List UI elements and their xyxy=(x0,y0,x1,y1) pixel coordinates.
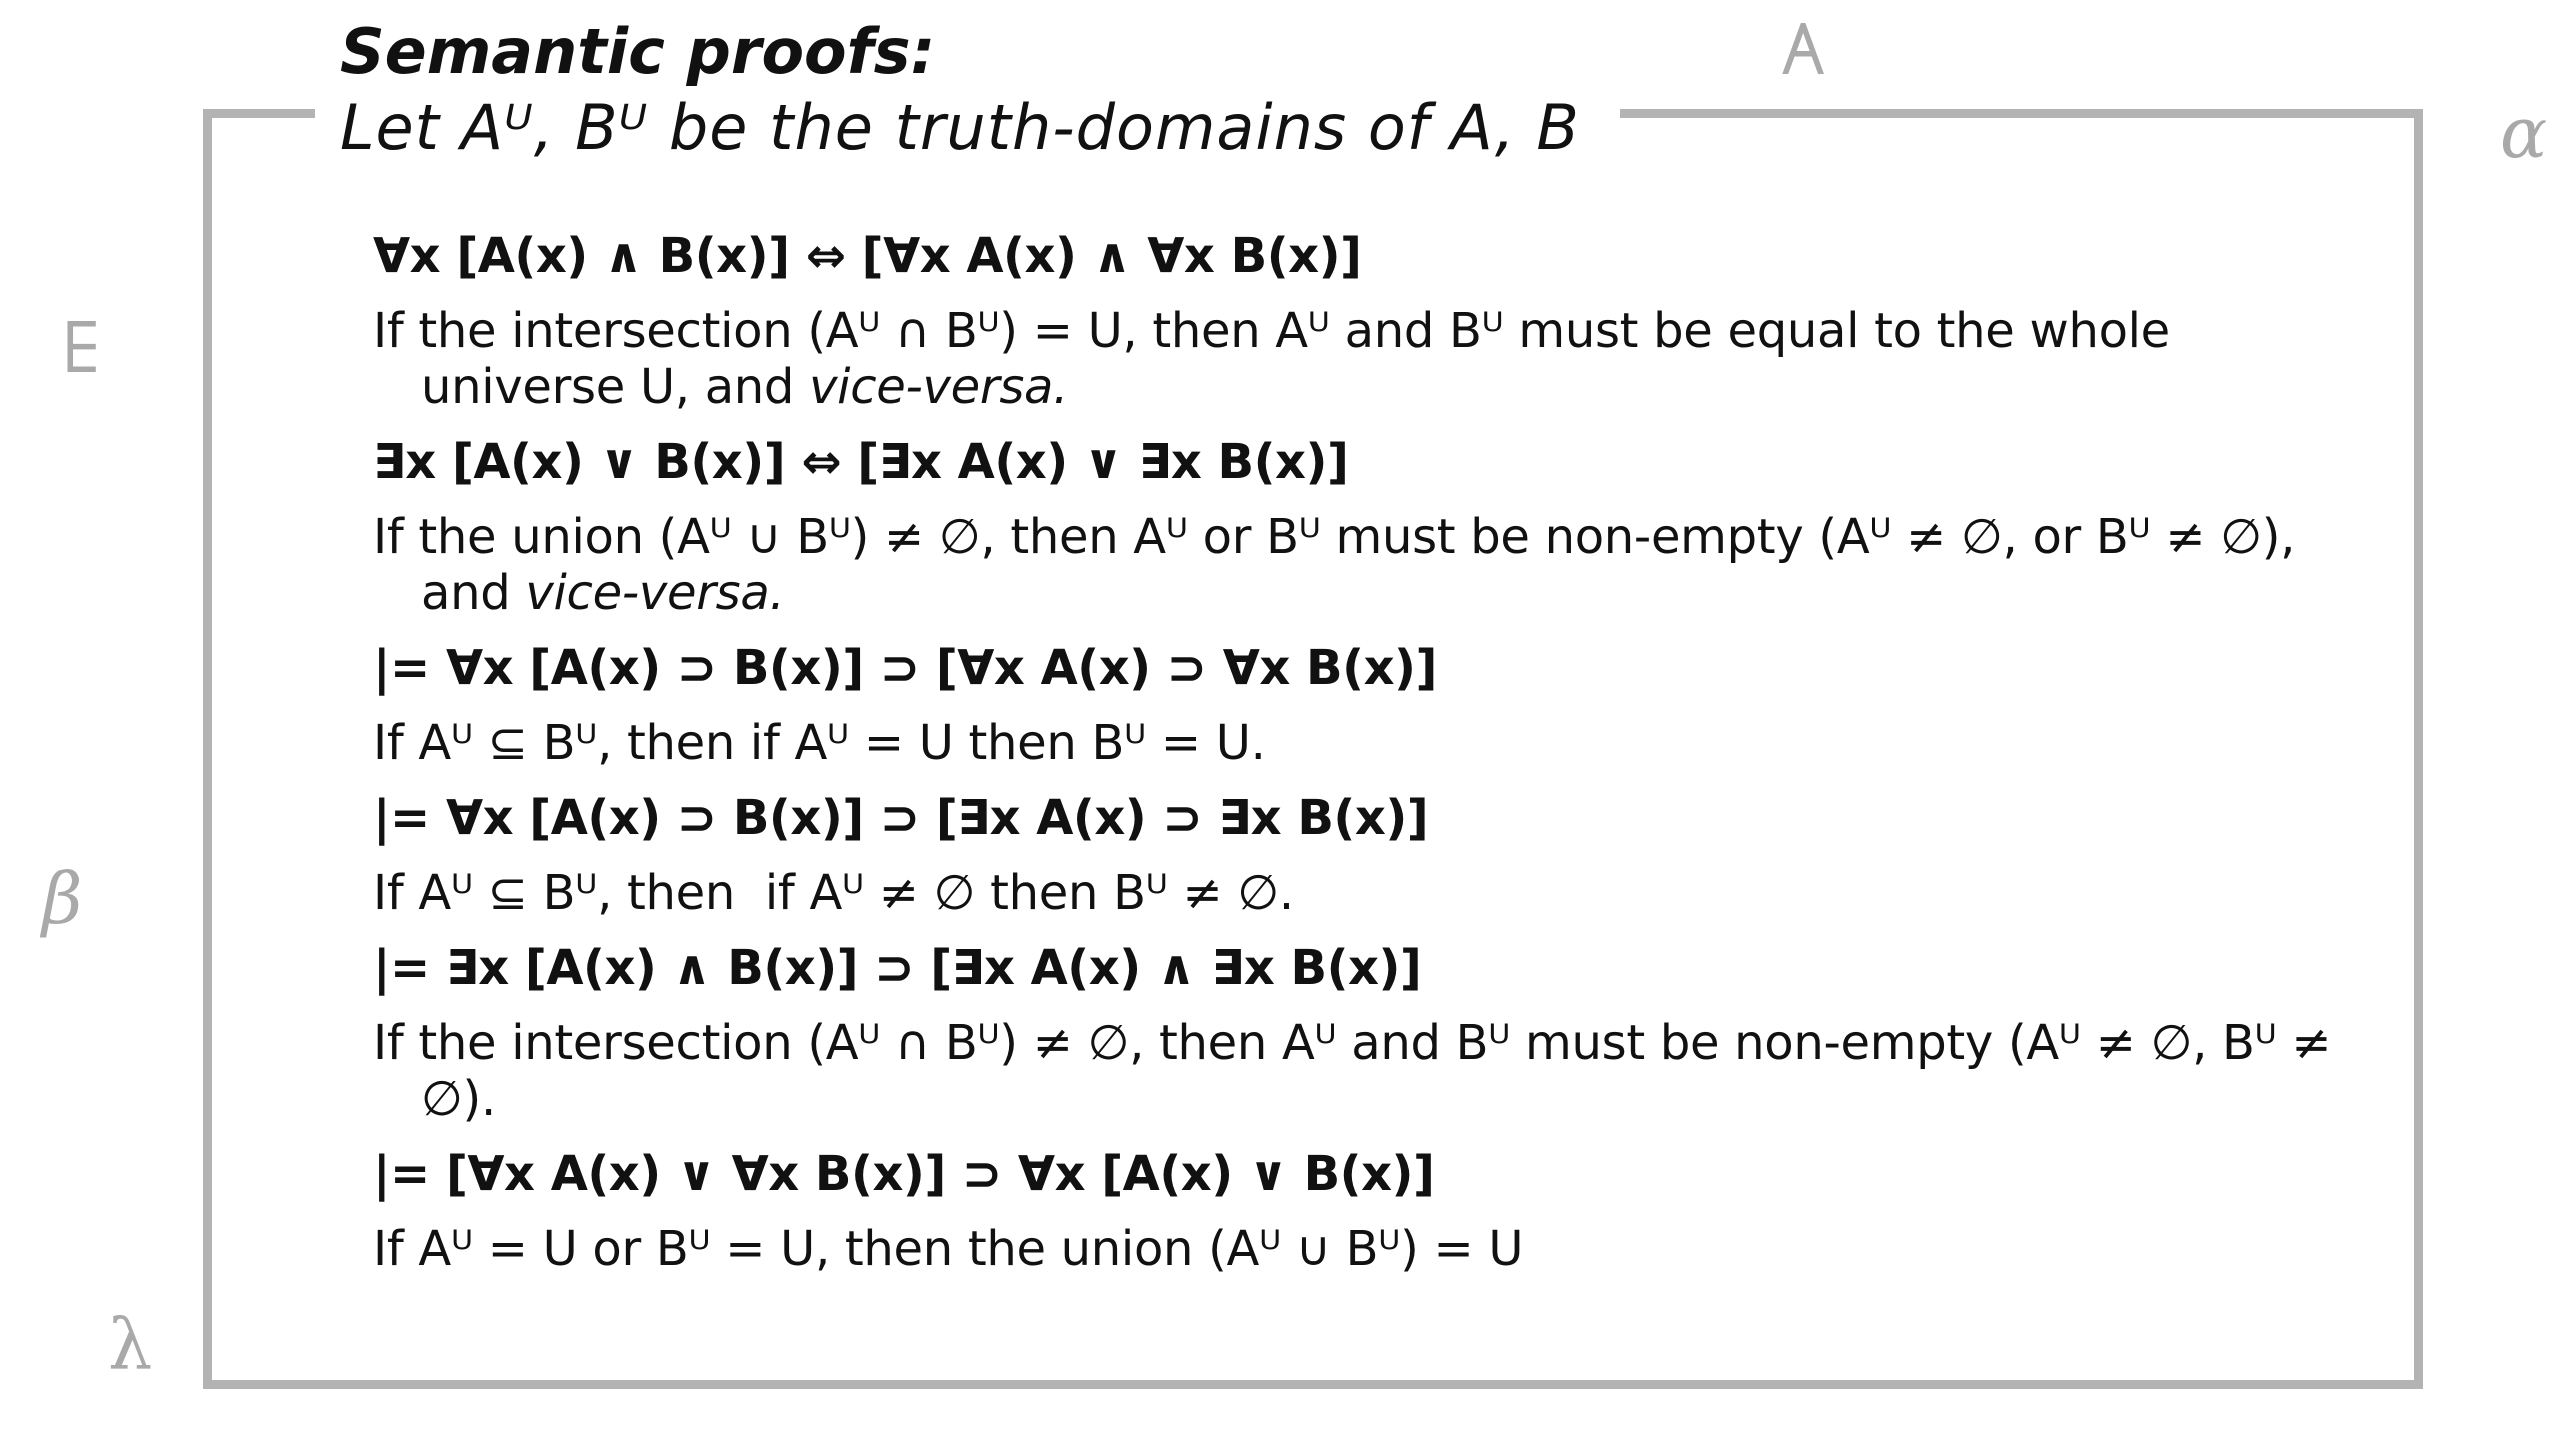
exists-symbol-decoration: ∃ xyxy=(62,304,100,386)
title-subheading: Let Aᵁ, Bᵁ be the truth-domains of A, B xyxy=(340,91,1580,164)
proof-formula: |= ∀x [A(x) ⊃ B(x)] ⊃ [∃x A(x) ⊃ ∃x B(x)] xyxy=(373,790,1429,846)
proof-item xyxy=(373,937,2353,1127)
proof-formula: |= ∃x [A(x) ∧ B(x)] ⊃ [∃x A(x) ∧ ∃x B(x)] xyxy=(373,940,1422,996)
proof-explanation xyxy=(373,1221,2353,1277)
explanation-text: If the intersection (Aᵁ ∩ Bᵁ) = U, then Aᵁ and Bᵁ must be equal to the whole universe U, and xyxy=(373,303,2185,415)
title-heading: Semantic proofs: xyxy=(340,15,936,88)
proof-formula: ∃x [A(x) ∨ B(x)] ⇔ [∃x A(x) ∨ ∃x B(x)] xyxy=(373,434,1349,490)
proof-explanation xyxy=(373,865,2353,921)
proof-formula: ∀x [A(x) ∧ B(x)] ⇔ [∀x A(x) ∧ ∀x B(x)] xyxy=(373,228,1362,284)
proof-explanation xyxy=(373,1015,2353,1127)
proof-list xyxy=(373,225,2353,1293)
explanation-emphasis: vice-versa. xyxy=(809,359,1069,415)
proof-item xyxy=(373,637,2353,771)
explanation-text: If Aᵁ ⊆ Bᵁ, then if Aᵁ = U then Bᵁ = U. xyxy=(373,715,1266,771)
proof-item xyxy=(373,225,2353,415)
proof-explanation xyxy=(373,715,2353,771)
proof-explanation xyxy=(373,509,2353,621)
proof-formula: |= [∀x A(x) ∨ ∀x B(x)] ⊃ ∀x [A(x) ∨ B(x)] xyxy=(373,1146,1435,1202)
forall-symbol-decoration: ∀ xyxy=(1782,6,1825,88)
slide-title xyxy=(315,14,1620,170)
beta-symbol-decoration: β xyxy=(42,858,83,940)
explanation-text: If Aᵁ ⊆ Bᵁ, then if Aᵁ ≠ ∅ then Bᵁ ≠ ∅. xyxy=(373,865,1294,921)
explanation-text: If the intersection (Aᵁ ∩ Bᵁ) ≠ ∅, then Aᵁ and Bᵁ must be non-empty (Aᵁ ≠ ∅, Bᵁ ≠ ∅). xyxy=(373,1015,2347,1127)
proof-item xyxy=(373,1143,2353,1277)
alpha-symbol-decoration: α xyxy=(2500,92,2548,174)
proof-formula: |= ∀x [A(x) ⊃ B(x)] ⊃ [∀x A(x) ⊃ ∀x B(x)] xyxy=(373,640,1437,696)
proof-explanation xyxy=(373,303,2353,415)
lambda-symbol-decoration: λ xyxy=(108,1304,153,1386)
explanation-emphasis: vice-versa. xyxy=(525,565,785,621)
proof-item xyxy=(373,431,2353,621)
explanation-text: If the union (Aᵁ ∪ Bᵁ) ≠ ∅, then Aᵁ or Bᵁ must be non-empty (Aᵁ ≠ ∅, or Bᵁ ≠ ∅), and xyxy=(373,509,2311,621)
explanation-text: If Aᵁ = U or Bᵁ = U, then the union (Aᵁ ∪ Bᵁ) = U xyxy=(373,1221,1524,1277)
proof-item xyxy=(373,787,2353,921)
